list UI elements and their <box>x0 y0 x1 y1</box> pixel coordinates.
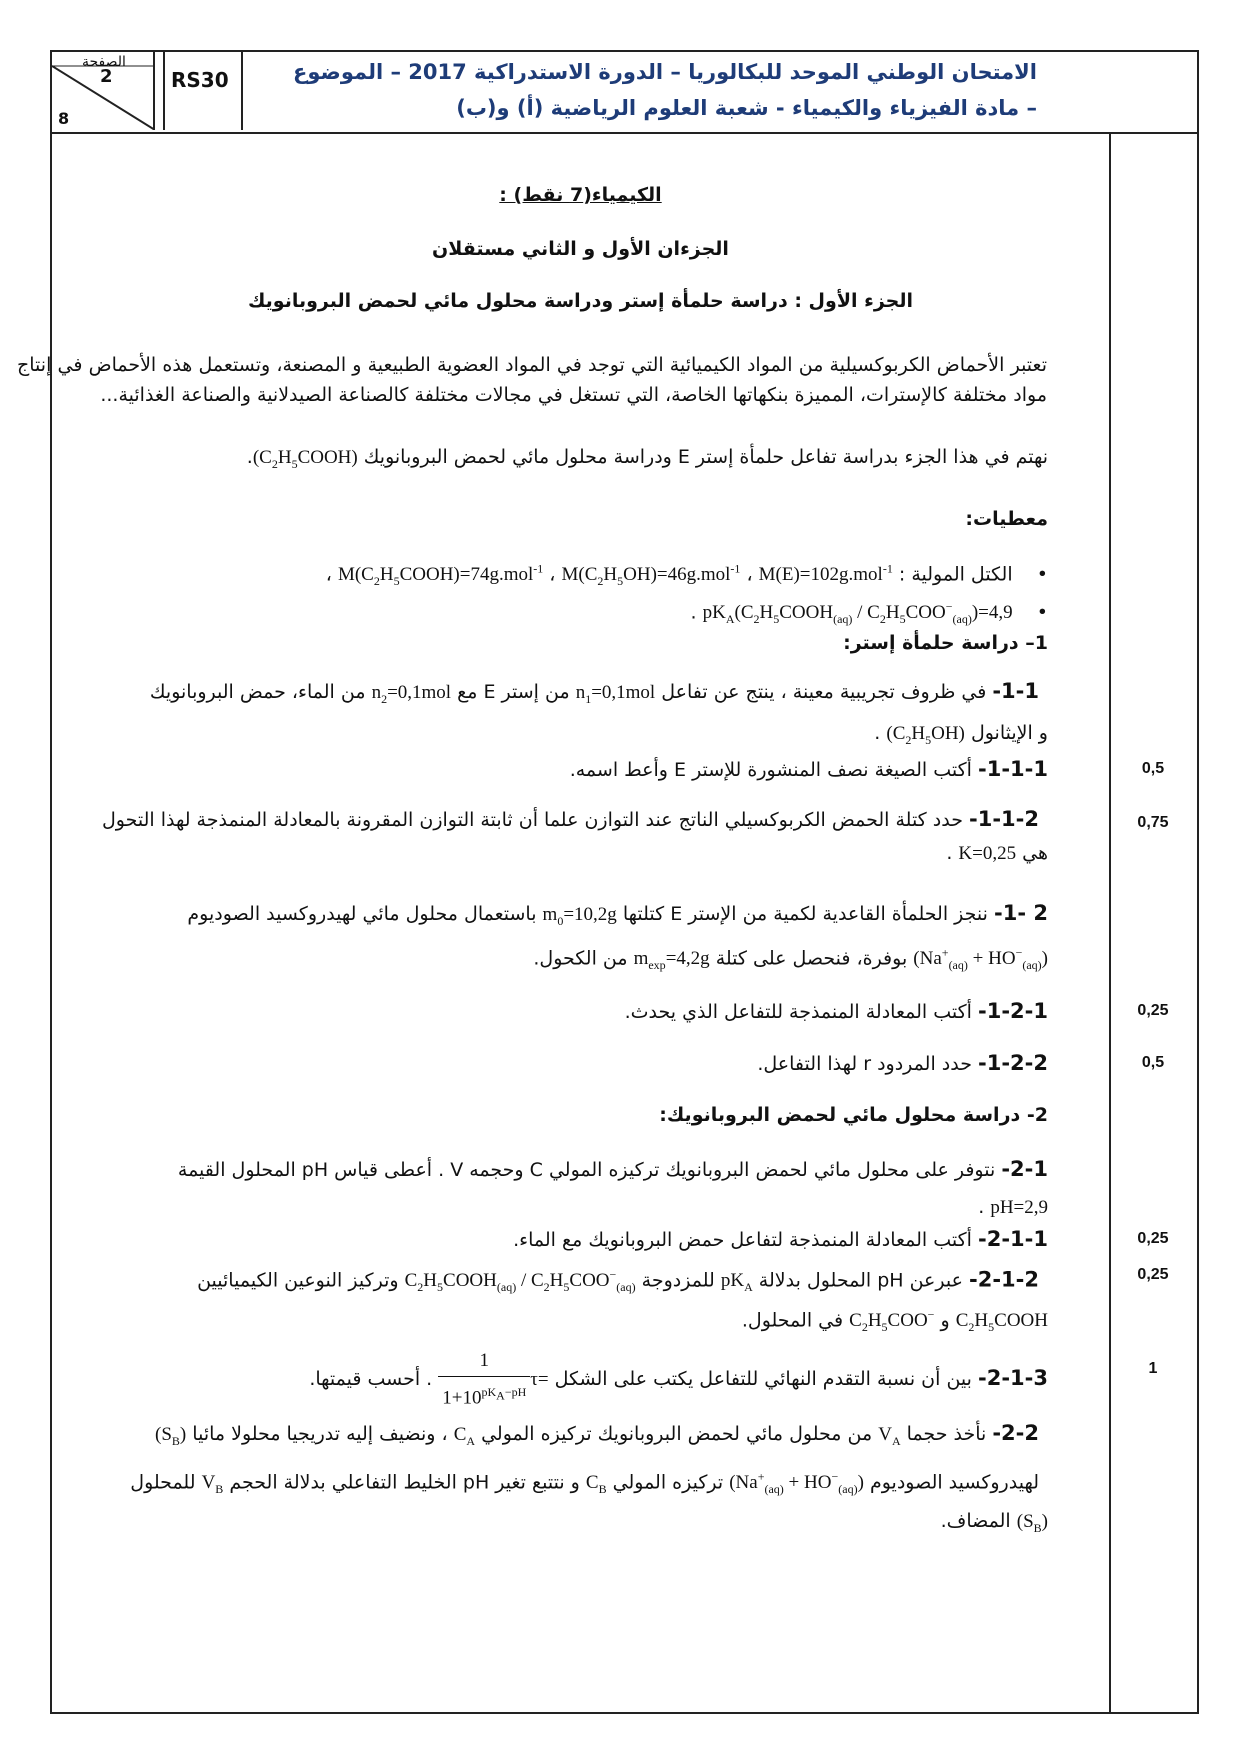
q2-1-3: 2-1-3- بين أن نسبة التقدم النهائي للتفاعل يكتب على الشكل τ= $\frac{1}{1+10^{pK_A-pH}}$ . أحسب قيمتها. <box>8 1346 1048 1413</box>
q1-1-2-number: 1-1-2- <box>969 807 1039 831</box>
q2-2-cont2: $(S_B)$ المضاف. <box>940 1510 1048 1535</box>
page-label: الصفحة <box>82 54 126 70</box>
q1-1-text-b: من إستر E مع <box>457 681 570 703</box>
q1-1-text-c: من الماء، حمض البروبانويك <box>149 681 366 703</box>
q1-2-number: 2 -1- <box>994 901 1048 925</box>
q1-2-text-c: بوفرة، فنحصل على كتلة <box>715 947 908 970</box>
q2-1-2-text-d: و <box>940 1309 950 1332</box>
q2-1-cont: pH=2,9 . <box>978 1196 1048 1218</box>
q2-2-text-f: و نتتبع تغير pH الخليط التفاعلي بدلالة الحجم <box>229 1471 580 1494</box>
data-title: معطيات: <box>965 508 1048 530</box>
q2-2-text-e: تركيزه المولي <box>612 1471 724 1494</box>
points-2-1-2: 0,25 <box>1137 1266 1169 1283</box>
q2-2-number: 2-2- <box>992 1421 1039 1445</box>
intro-paragraph-2: نهتم في هذا الجزء بدراسة تفاعل حلمأة إستر E ودراسة محلول مائي لحمض البروبانويك $(C_2H_5COOH)$. <box>246 446 1048 471</box>
q1-1-1-number: 1-1-1- <box>978 757 1048 781</box>
q1-1-2 <box>0 804 1039 835</box>
q1-2-text-a: ننجز الحلمأة القاعدية لكمية من الإستر E كتلتها <box>622 903 988 925</box>
molar-masses: • الكتل المولية : $M(C_2H_5COOH)=74g.mol^{-1}$ ، $M(C_2H_5OH)=46g.mol^{-1}$ ، M(E)=102g.mol$^{-1}$ ، <box>325 562 1048 589</box>
q2-1-2: 2-1-2- عبرعن pH المحلول بدلالة $pK_A$ للمزدوجة $C_2H_5COOH_{(aq)} / C_2H_5COO^-_{(aq)}$ وتركيز النوعين الكيميائيين <box>197 1267 1039 1295</box>
q1-2-2-number: 1-2-2- <box>978 1051 1048 1075</box>
exam-title-line1: الامتحان الوطني الموحد للبكالوريا – الدورة الاستدراكية 2017 – الموضوع <box>293 60 1037 84</box>
q2-2: 2-2- نأخذ حجما $V_A$ من محلول مائي لحمض البروبانويك تركيزه المولي $C_A$ ، ونضيف إليه تدريجيا محلولا مائيا $(S_B)$ <box>155 1421 1039 1448</box>
points-1-2-1: 0,25 <box>1137 1002 1169 1019</box>
q2-1-2-text-a: عبرعن pH المحلول بدلالة <box>758 1269 963 1292</box>
header <box>52 52 1197 134</box>
intro-paragraph: تعتبر الأحماض الكربوكسيلية من المواد الكيميائية التي توجد في المواد العضوية الطبيعية و المصنعة، وتستعمل هذه الأحماض في إنتاج مواد مختلفة كالإسترات، المميزة بنكهاتها الخاصة، التي تستغل في مجالات مختلفة كالصناعة الصيدلانية والصناعة الغذائية... <box>17 354 1047 406</box>
q2-2-text-d: لهيدروكسيد الصوديوم <box>869 1471 1039 1494</box>
q1-1-number: 1-1- <box>992 679 1039 703</box>
q1-1-1 <box>8 754 1048 785</box>
q1-2-text-d: من الكحول. <box>533 947 628 970</box>
q2-2-text-g: للمحلول <box>130 1471 196 1494</box>
points-1-2-2: 0,5 <box>1141 1054 1165 1071</box>
q2-1-1 <box>8 1224 1048 1255</box>
q2-1-1-text: أكتب المعادلة المنمذجة لتفاعل حمض البروبانويك مع الماء. <box>513 1229 972 1251</box>
page-indicator <box>52 52 155 130</box>
exam-title-line2: – مادة الفيزياء والكيمياء - شعبة العلوم الرياضية (أ) و(ب) <box>456 96 1037 120</box>
q2-1-2-text-c: وتركيز النوعين الكيميائيين <box>197 1269 399 1292</box>
q2-1-number: 2-1- <box>1001 1157 1048 1181</box>
exam-title-cell <box>241 52 1197 130</box>
q1-1-text-a: في ظروف تجريبية معينة ، ينتج عن تفاعل <box>661 681 987 703</box>
q2-1-3-text-a: بين أن نسبة التقدم النهائي للتفاعل يكتب على الشكل <box>554 1368 972 1391</box>
q1-2-2 <box>8 1048 1048 1079</box>
section2-title: 2- دراسة محلول مائي لحمض البروبانويك: <box>659 1104 1048 1126</box>
q1-1-cont: و الإيثانول $(C_2H_5OH)$ . <box>874 722 1048 747</box>
chemistry-title: الكيمياء(7 نقط) : <box>499 184 662 206</box>
q2-1-3-text-b: . أحسب قيمتها. <box>309 1368 433 1391</box>
q2-1-2-text-e: في المحلول. <box>741 1309 844 1332</box>
q1-1-1-text: أكتب الصيغة نصف المنشورة للإستر E وأعط اسمه. <box>569 759 972 781</box>
q1-2-1-number: 1-2-1- <box>978 999 1048 1023</box>
q1-2-2-text: حدد المردود r لهذا التفاعل. <box>757 1053 972 1075</box>
q1-2-text-b: باستعمال محلول مائي لهيدروكسيد الصوديوم <box>187 903 537 925</box>
q2-2-text-c: ، ونضيف إليه تدريجيا محلولا مائيا <box>192 1423 448 1445</box>
q2-1 <box>8 1154 1048 1185</box>
q1-1-2-cont: هي K=0,25 . <box>946 842 1048 864</box>
points-2-1-1: 0,25 <box>1137 1230 1169 1247</box>
q2-2-text-a: نأخذ حجما <box>906 1423 987 1445</box>
q2-2-cont: لهيدروكسيد الصوديوم $(Na^+_{(aq)} + HO^-_{(aq)})$ تركيزه المولي $C_B$ و نتتبع تغير pH الخليط التفاعلي بدلالة الحجم $V_B$ للمحلول <box>130 1470 1039 1497</box>
q2-1-1-number: 2-1-1- <box>978 1227 1048 1251</box>
points-1-1-2: 0,75 <box>1137 814 1169 831</box>
q1-2: 2 -1- ننجز الحلمأة القاعدية لكمية من الإستر E كتلتها $m_0=10,2g$ باستعمال محلول مائي لهيدروكسيد الصوديوم <box>187 901 1048 928</box>
q2-1-text: نتوفر على محلول مائي لحمض البروبانويك تركيزه المولي C وحجمه V . أعطى قياس pH المحلول القيمة <box>177 1159 996 1181</box>
part1-title: الجزء الأول : دراسة حلمأة إستر ودراسة محلول مائي لحمض البروبانويك <box>247 290 914 312</box>
exam-code: RS30 <box>171 68 229 92</box>
q2-1-2-text-b: للمزدوجة <box>641 1269 715 1292</box>
tau-formula: $\frac{1}{1+10^{pK_A-pH}}$ <box>438 1346 530 1413</box>
intro2-text: نهتم في هذا الجزء بدراسة تفاعل حلمأة إستر E ودراسة محلول مائي لحمض البروبانويك <box>363 446 1048 468</box>
molar-label: الكتل المولية : <box>898 563 1013 586</box>
page-frame <box>17 50 1199 1714</box>
q2-1-3-number: 2-1-3- <box>978 1366 1048 1391</box>
q2-1-2-cont: $C_2H_5COOH$ و $C_2H_5COO^-$ في المحلول. <box>741 1308 1048 1335</box>
q1-2-cont: $(Na^+_{(aq)} + HO^-_{(aq)})$ بوفرة، فنحصل على كتلة $m_{exp}=4,2g$ من الكحول. <box>533 946 1048 973</box>
q1-1-2-text2: هي <box>1022 842 1048 864</box>
q1-2-1 <box>8 996 1048 1027</box>
q1-2-1-text: أكتب المعادلة المنمذجة للتفاعل الذي يحدث. <box>624 1001 972 1023</box>
q1-1: 1-1- في ظروف تجريبية معينة ، ينتج عن تفاعل $n_1=0,1mol$ من إستر E مع $n_2=0,1mol$ من الماء، حمض البروبانويك <box>149 679 1039 706</box>
parts-independent-note: الجزءان الأول و الثاني مستقلان <box>432 238 729 260</box>
content <box>17 132 1197 1712</box>
pka-data: • $pK_A(C_2H_5COOH_{(aq)} / C_2H_5COO^-_{(aq)})=4,9$ . <box>690 600 1048 627</box>
exam-code-cell <box>163 52 243 130</box>
q2-2-text-h: المضاف. <box>940 1510 1011 1532</box>
section1-title: 1– دراسة حلمأة إستر: <box>843 632 1048 654</box>
page-total: 8 <box>58 109 70 128</box>
q2-1-2-number: 2-1-2- <box>969 1267 1039 1292</box>
q1-1-2-text: حدد كتلة الحمض الكربوكسيلي الناتج عند التوازن علما أن ثابتة التوازن المقرونة بالمعادلة المنمذجة لهذا التحول <box>101 809 963 831</box>
q2-2-text-b: من محلول مائي لحمض البروبانويك تركيزه المولي <box>481 1423 873 1445</box>
page-number: 2 <box>100 66 113 87</box>
q1-1-text-d: و الإيثانول <box>970 722 1048 744</box>
points-2-1-3: 1 <box>1148 1360 1158 1377</box>
points-1-1-1: 0,5 <box>1141 760 1165 777</box>
